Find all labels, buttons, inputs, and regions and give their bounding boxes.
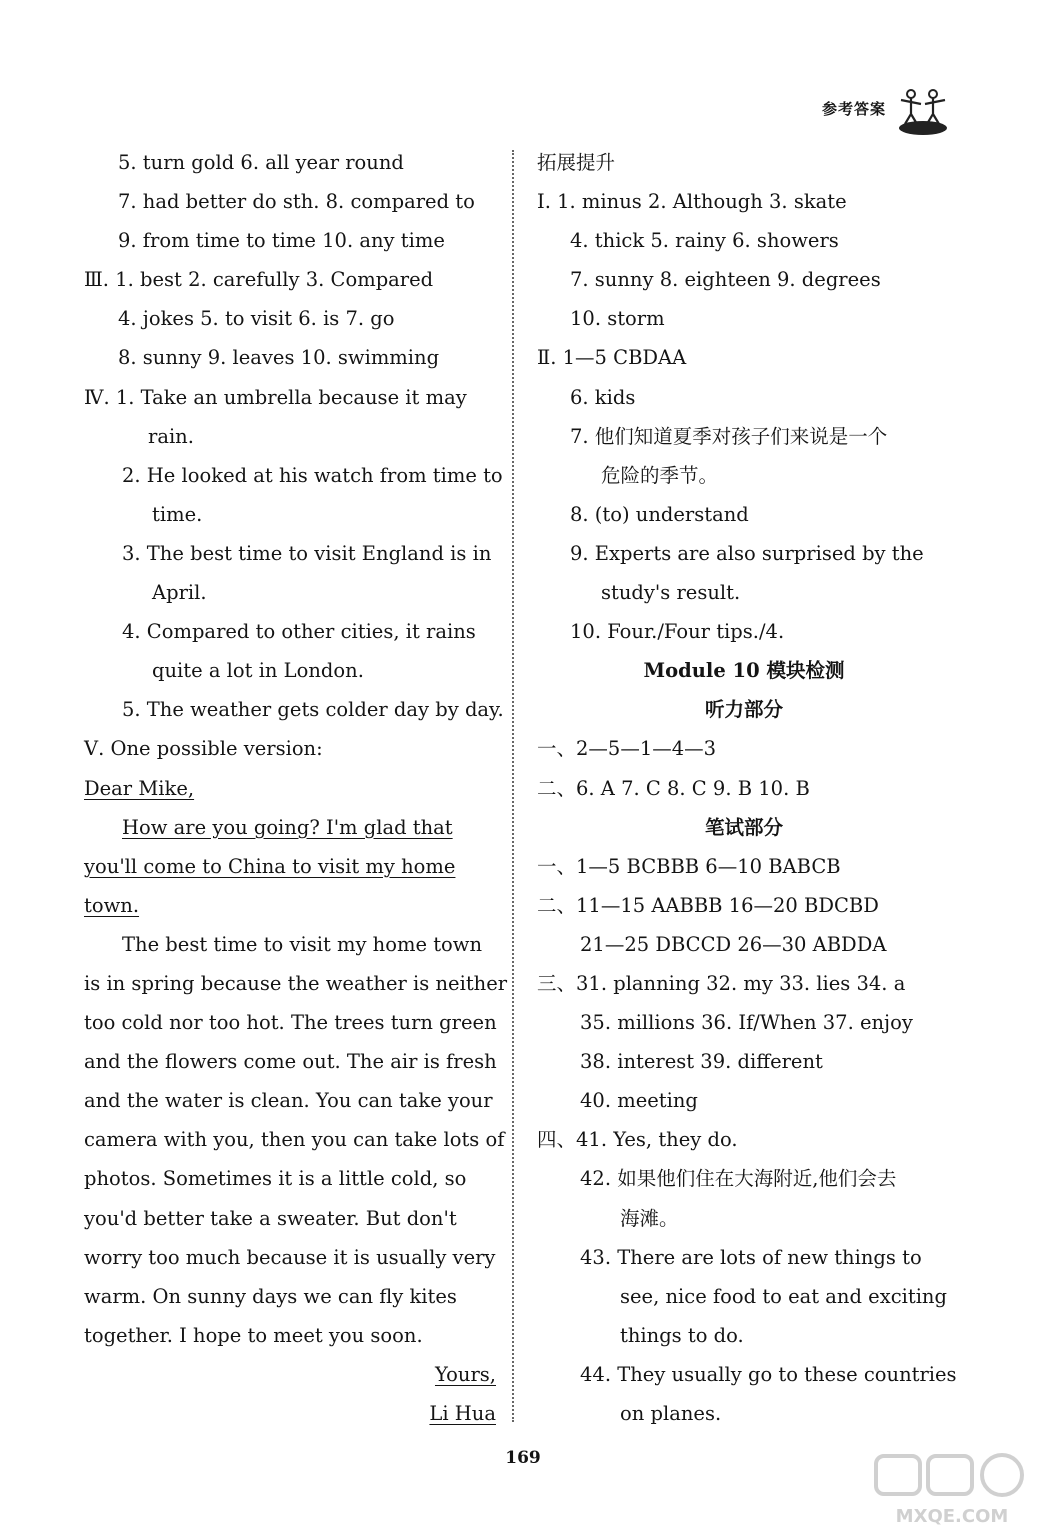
column-divider [512,150,514,1422]
letter-line: you'd better take a sweater. But don't [84,1206,457,1230]
letter-line: camera with you, then you can take lots of [84,1128,505,1152]
text-line: 9. from time to time 10. any time [118,229,445,253]
text-line: 二、11—15 AABBB 16—20 BDCBD [537,893,879,917]
letter-closing [84,1360,496,1399]
letter-word: town. [84,893,140,917]
text-line: quite a lot in London. [152,659,364,683]
left-column [84,148,508,1438]
page-number: 169 [505,1448,541,1468]
right-column [537,148,957,1438]
text-line: on planes. [620,1402,722,1425]
letter-line: you'll come to China to visit my home [84,854,456,878]
text-line: 38. interest 39. different [580,1050,823,1074]
text-line: 44. They usually go to these countries [580,1362,957,1386]
text-line: 海滩。 [620,1206,679,1230]
text-line: 43. There are lots of new things to [580,1245,922,1269]
letter-line: How are you going? I'm glad that [122,815,453,839]
text-line: April. [152,581,207,605]
text-line: 二、6. A 7. C 8. C 9. B 10. B [537,776,810,800]
text-line: 4. thick 5. rainy 6. showers [570,229,839,253]
text-line: 一、2—5—1—4—3 [537,737,717,761]
text-line: 一、1—5 BCBBB 6—10 BABCB [537,854,841,878]
section-heading: 拓展提升 [537,151,616,174]
letter-line: and the water is clean. You can take your [84,1089,493,1113]
section-heading: Ⅳ. 1. Take an umbrella because it may [84,385,467,409]
text-line: 4. jokes 5. to visit 6. is 7. go [118,307,395,331]
text-line: 9. Experts are also surprised by the [570,541,924,565]
letter-signature [84,1399,496,1438]
text-line: 10. storm [570,307,665,331]
text-line: 3. The best time to visit England is in [122,541,492,565]
text-line: 8. sunny 9. leaves 10. swimming [118,346,440,370]
text-line: 6. kids [570,385,636,409]
letter-line: photos. Sometimes it is a little cold, so [84,1167,467,1191]
text-line: 10. Four./Four tips./4. [570,620,785,644]
text-line: rain. [148,424,194,448]
letter-line: is in spring because the weather is neither [84,971,508,995]
letter-line: and the flowers come out. The air is fresh [84,1050,497,1074]
subsection-title: 听力部分 [704,698,783,722]
watermark-text: MXQE.COM [895,1506,1009,1527]
text-line: 四、41. Yes, they do. [537,1128,738,1152]
text-line: 35. millions 36. If/When 37. enjoy [580,1011,913,1035]
text-line: 2. He looked at his watch from time to [122,463,503,487]
text-line: 7. sunny 8. eighteen 9. degrees [570,268,881,292]
subsection-title: 笔试部分 [704,815,783,839]
text-line: see, nice food to eat and exciting [620,1284,947,1308]
letter-line: The best time to visit my home town [122,932,483,956]
watermark-logo-icon [872,1452,1032,1528]
text-line: 危险的季节。 [601,463,719,487]
text-line: 4. Compared to other cities, it rains [122,620,476,644]
header-title: 参考答案 [822,100,887,118]
text-line: time. [152,502,203,526]
section-heading: Ⅰ. 1. minus 2. Although 3. skate [537,190,847,214]
letter-line: warm. On sunny days we can fly kites [84,1284,457,1308]
signature-text: Li Hua [429,1402,496,1425]
closing-text: Yours, [434,1362,496,1386]
text-line: 40. meeting [580,1089,698,1113]
text-line: 5. turn gold 6. all year round [118,151,404,174]
salutation-text: Dear Mike, [84,776,195,800]
section-heading: Ⅴ. One possible version: [84,737,323,761]
module-title: Module 10 模块检测 [643,659,845,683]
letter-line: too cold nor too hot. The trees turn green [84,1011,497,1035]
text-line: 三、31. planning 32. my 33. lies 34. a [537,971,906,995]
letter-line [84,891,496,930]
text-line: 7. 他们知道夏季对孩子们来说是一个 [570,424,888,448]
text-line: 7. had better do sth. 8. compared to [118,190,475,214]
text-line: 21—25 DBCCD 26—30 ABDDA [580,932,887,956]
letter-line: worry too much because it is usually very [84,1245,496,1269]
text-line: 5. The weather gets colder day by day. [122,698,504,722]
letter-salutation [84,774,496,813]
text-line: study's result. [601,581,741,605]
text-line: 42. 如果他们住在大海附近,他们会去 [580,1167,897,1191]
text-line: things to do. [620,1323,744,1347]
letter-line: together. I hope to meet you soon. [84,1323,423,1347]
dancers-logo-icon [897,86,949,136]
section-heading: Ⅱ. 1—5 CBDAA [537,346,687,370]
text-line: 8. (to) understand [570,502,749,526]
section-heading: Ⅲ. 1. best 2. carefully 3. Compared [84,268,434,292]
